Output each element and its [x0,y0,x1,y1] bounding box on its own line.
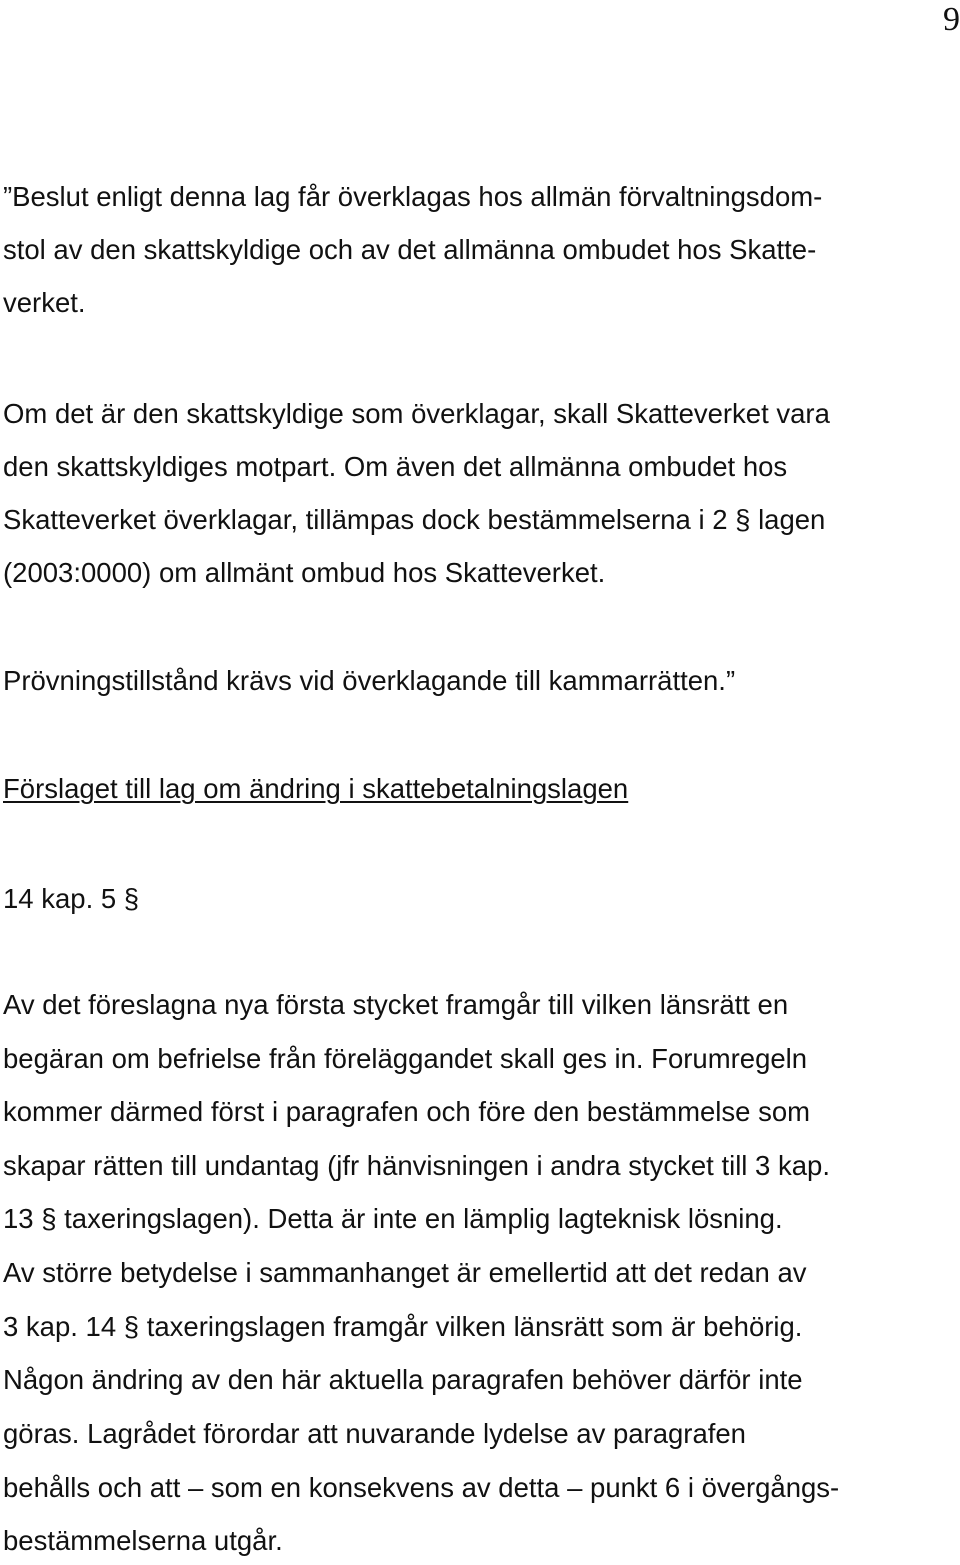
quote-paragraph-line: stol av den skattskyldige och av det allmänna ombudet hos Skatte- [3,234,817,265]
body-paragraph-line: skapar rätten till undantag (jfr hänvisningen i andra stycket till 3 kap. [3,1150,830,1181]
quote-paragraph-line: Om det är den skattskyldige som överklagar, skall Skatteverket vara [3,398,830,429]
quote-paragraph-line: Skatteverket överklagar, tillämpas dock bestämmelserna i 2 § lagen [3,504,826,535]
section-heading: Förslaget till lag om ändring i skattebetalningslagen [3,773,629,804]
body-paragraph-line: Av det föreslagna nya första stycket framgår till vilken länsrätt en [3,989,789,1020]
article-reference: 14 kap. 5 § [3,883,140,914]
quote-paragraph-line: den skattskyldiges motpart. Om även det allmänna ombudet hos [3,451,788,482]
body-paragraph-line: 13 § taxeringslagen). Detta är inte en lämplig lagteknisk lösning. [3,1203,783,1234]
body-paragraph-line: göras. Lagrådet förordar att nuvarande lydelse av paragrafen [3,1418,746,1449]
body-paragraph-line: Av större betydelse i sammanhanget är emellertid att det redan av [3,1257,807,1288]
body-paragraph-line: bestämmelserna utgår. [3,1525,283,1556]
page-number: 9 [943,1,960,38]
body-paragraph-line: 3 kap. 14 § taxeringslagen framgår vilken länsrätt som är behörig. [3,1311,803,1342]
quote-paragraph-line: (2003:0000) om allmänt ombud hos Skatteverket. [3,557,606,588]
body-paragraph-line: kommer därmed först i paragrafen och före den bestämmelse som [3,1096,811,1127]
body-paragraph-line: behålls och att – som en konsekvens av detta – punkt 6 i övergångs- [3,1472,840,1503]
body-paragraph-line: Någon ändring av den här aktuella paragrafen behöver därför inte [3,1364,803,1395]
quote-paragraph-line: ”Beslut enligt denna lag får överklagas hos allmän förvaltningsdom- [3,181,823,212]
quote-paragraph-line: verket. [3,287,86,318]
body-paragraph-line: begäran om befrielse från föreläggandet skall ges in. Forumregeln [3,1043,808,1074]
quote-paragraph-line: Prövningstillstånd krävs vid överklagande till kammarrätten.” [3,665,736,696]
